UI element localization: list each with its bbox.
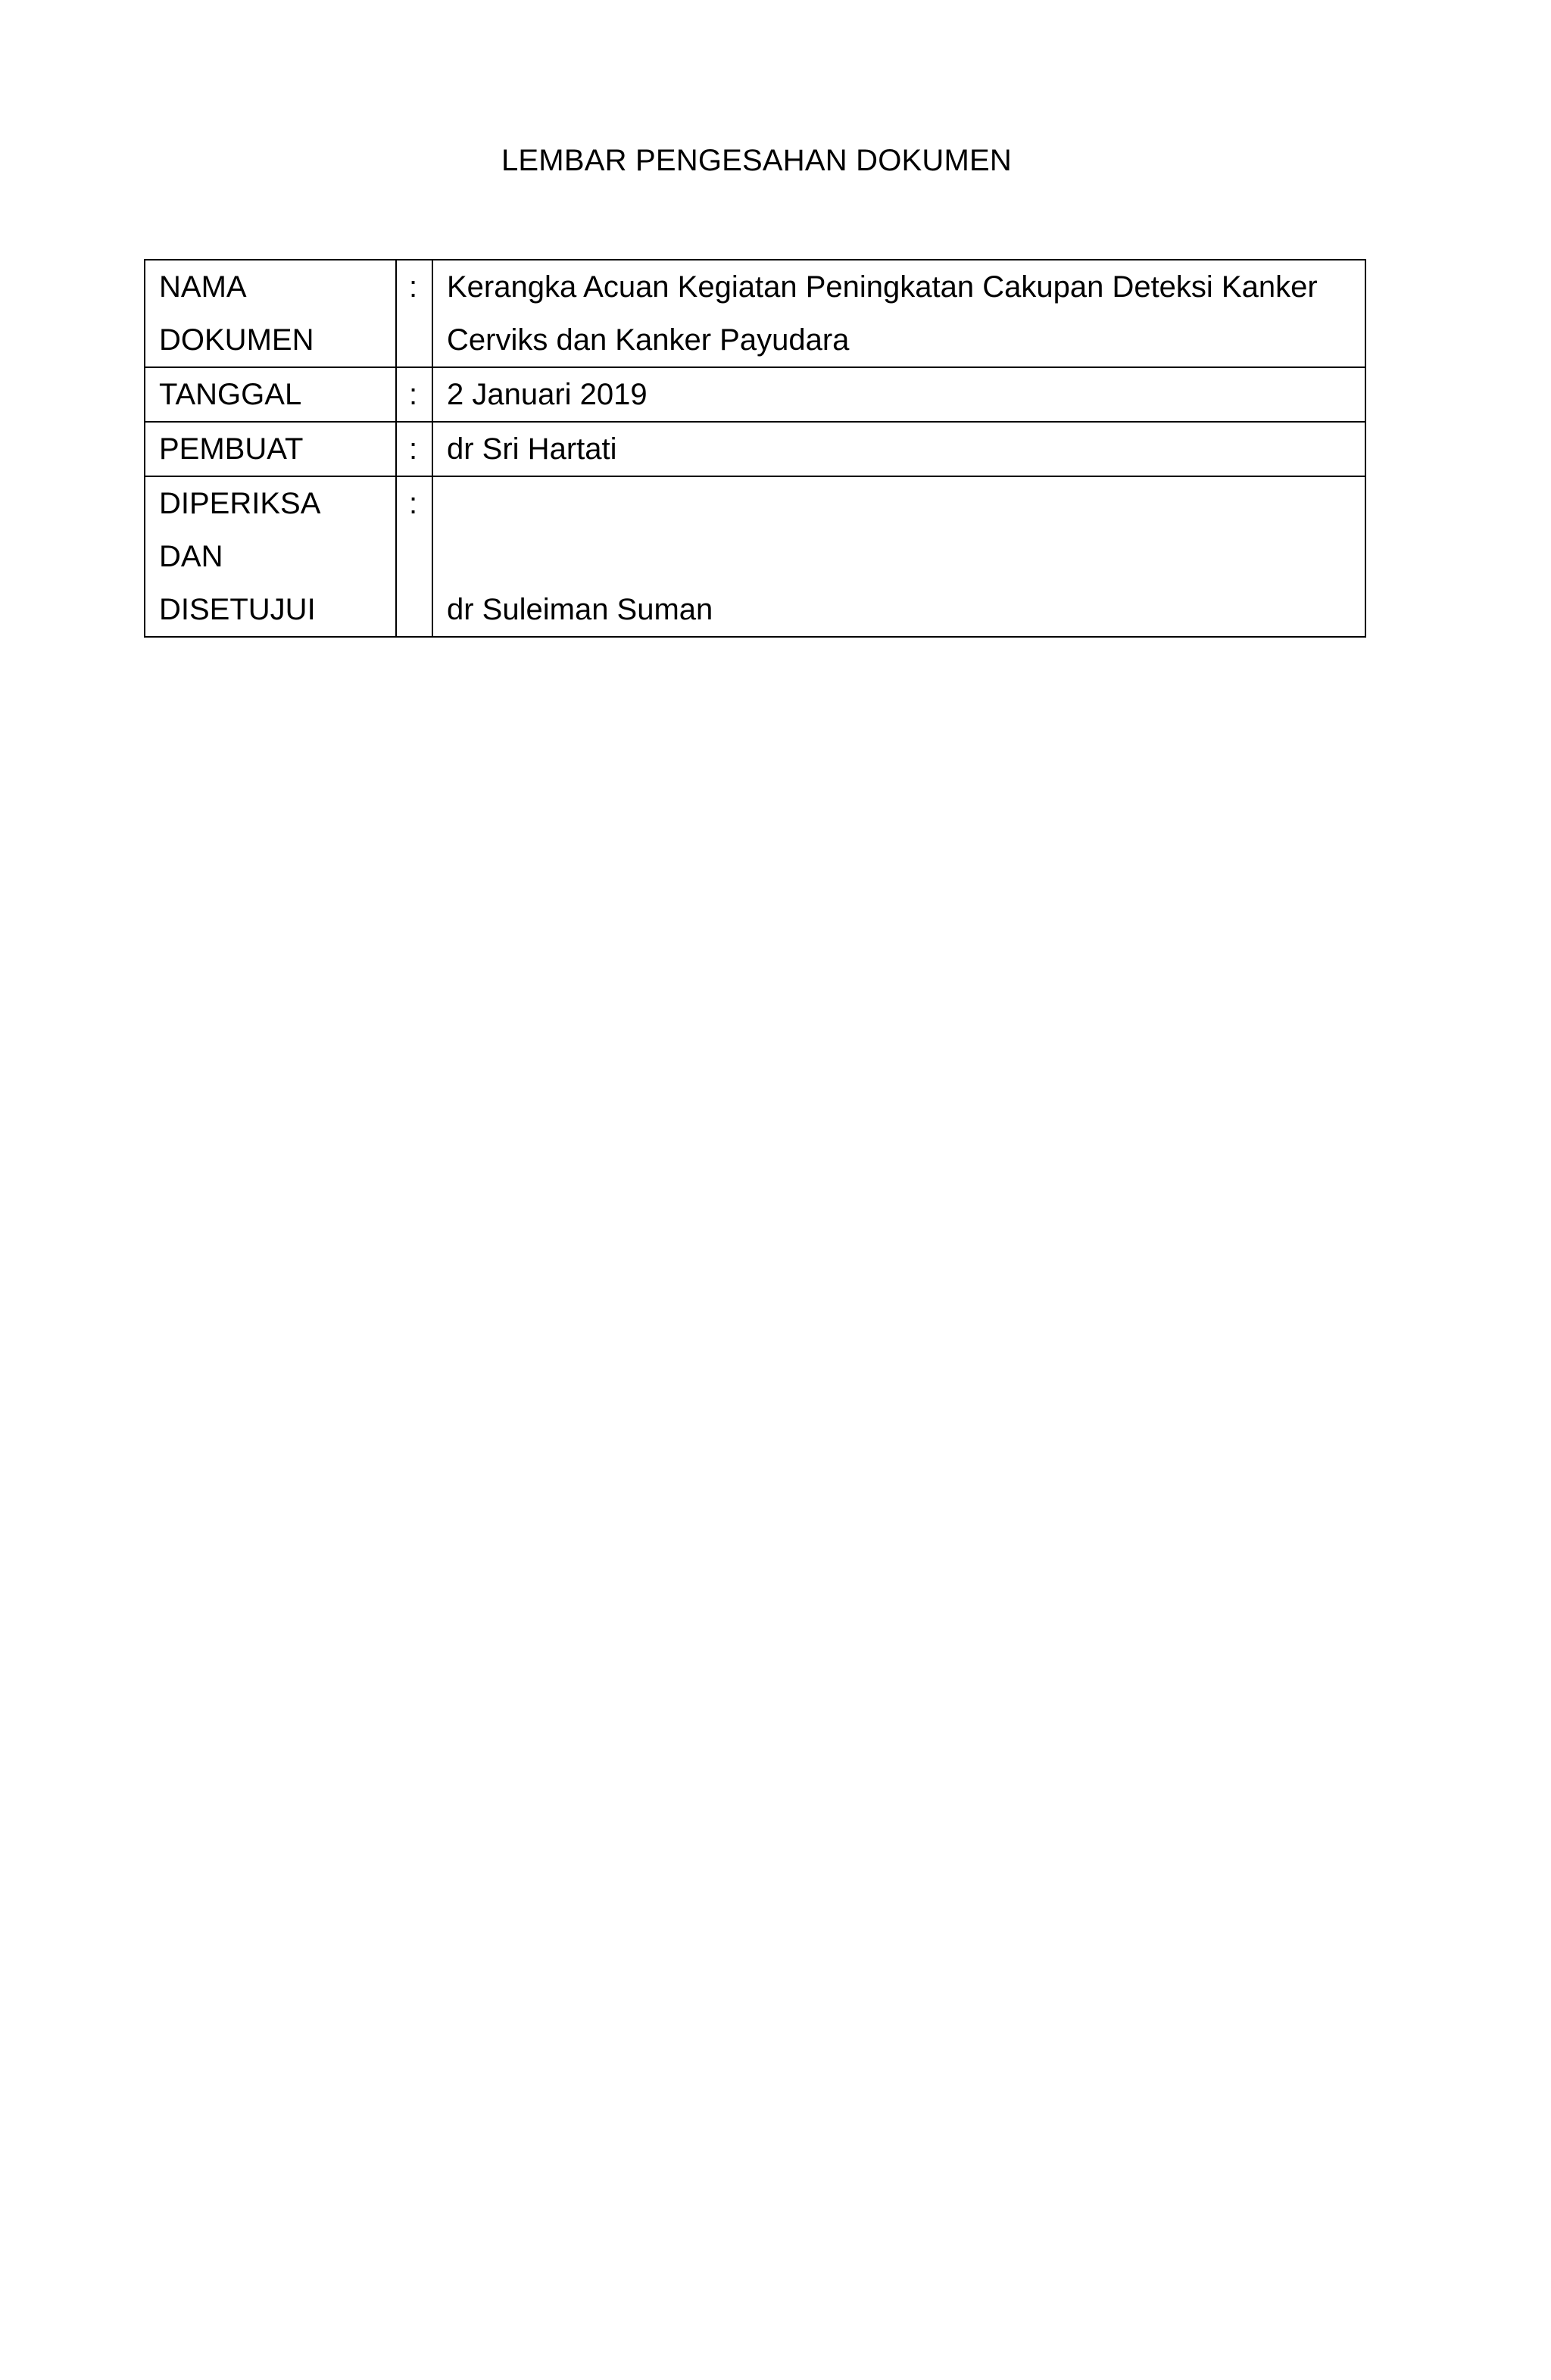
value-nama-dokumen <box>432 260 1365 367</box>
value-diperiksa <box>432 476 1365 637</box>
label-diperiksa <box>145 476 396 637</box>
label-line: DOKUMEN <box>159 323 314 357</box>
separator: : <box>396 476 432 637</box>
label-line: DIPERIKSA <box>159 487 321 520</box>
value-tanggal: 2 Januari 2019 <box>432 367 1365 422</box>
separator: : <box>396 422 432 476</box>
label-line: DISETUJUI <box>159 593 316 626</box>
value-line: Cerviks dan Kanker Payudara <box>447 323 850 357</box>
table-row-nama-dokumen <box>145 260 1365 367</box>
label-nama-dokumen <box>145 260 396 367</box>
value-pembuat: dr Sri Hartati <box>432 422 1365 476</box>
label-line: NAMA <box>159 270 247 304</box>
table-row-pembuat <box>145 422 1365 476</box>
value-line: Kerangka Acuan Kegiatan Peningkatan Cakupan Deteksi Kanker <box>447 270 1318 304</box>
table-row-tanggal <box>145 367 1365 422</box>
label-line: DAN <box>159 540 223 573</box>
approval-table <box>144 259 1366 638</box>
label-pembuat: PEMBUAT <box>145 422 396 476</box>
table-row-diperiksa <box>145 476 1365 637</box>
separator: : <box>396 260 432 367</box>
separator: : <box>396 367 432 422</box>
approver-name: dr Suleiman Suman <box>447 593 713 626</box>
label-tanggal: TANGGAL <box>145 367 396 422</box>
document-title: LEMBAR PENGESAHAN DOKUMEN <box>501 144 1013 177</box>
